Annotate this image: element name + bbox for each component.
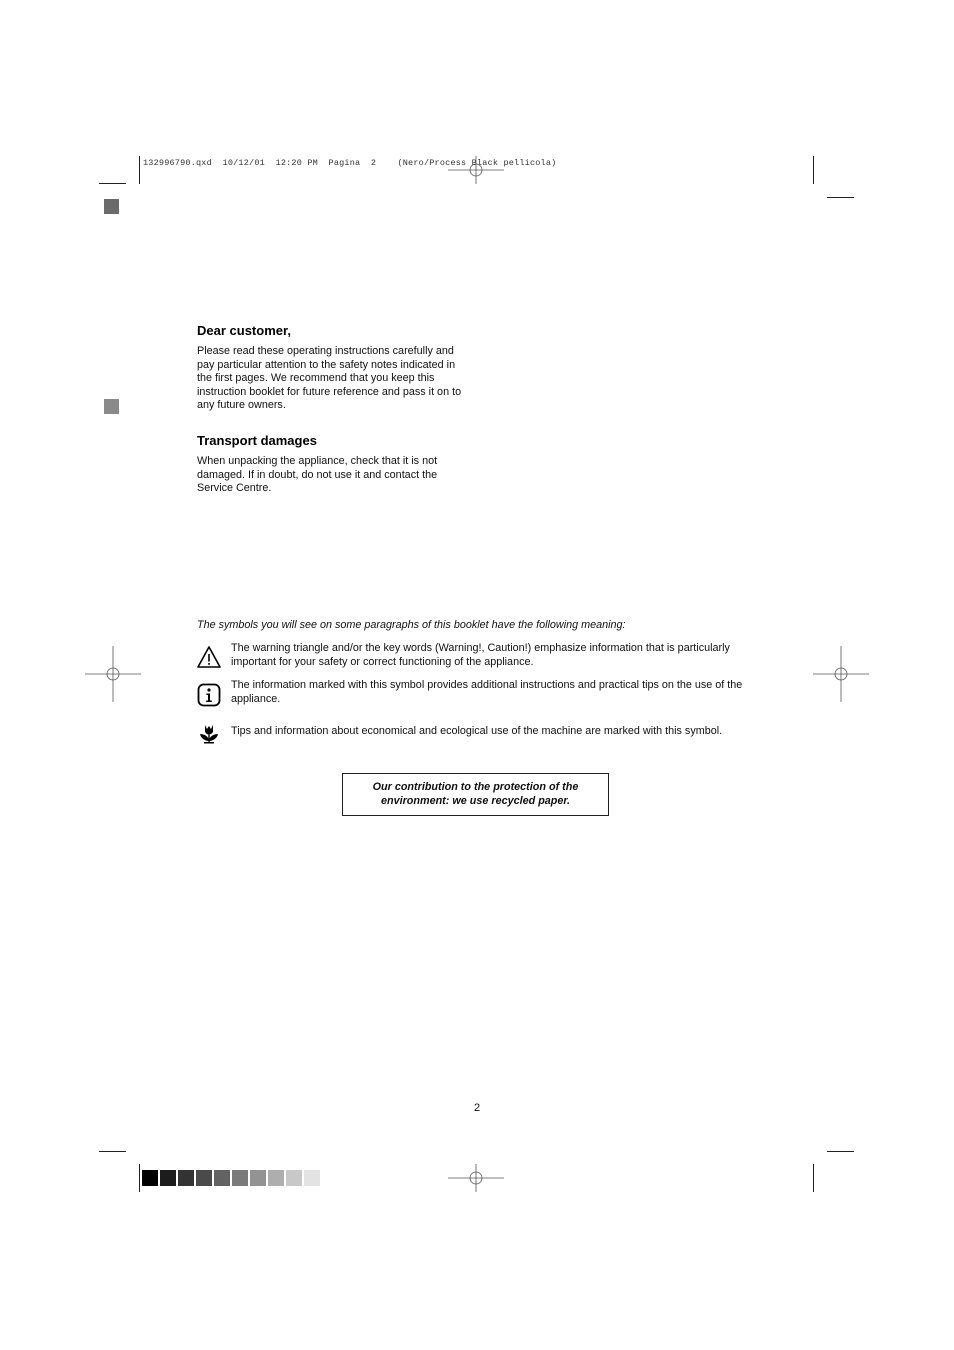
registration-mark-left — [85, 646, 141, 702]
info-description: The information marked with this symbol provides additional instructions and practical tips on the use of the appliance. — [231, 679, 743, 705]
color-swatch — [286, 1170, 302, 1186]
color-swatch — [178, 1170, 194, 1186]
color-swatch — [160, 1170, 176, 1186]
color-swatch — [268, 1170, 284, 1186]
color-swatch — [304, 1170, 320, 1186]
warning-description: The warning triangle and/or the key words (Warning!, Caution!) emphasize information that is particularly important for your safety or correct functioning of the appliance. — [231, 642, 730, 668]
color-swatch — [142, 1170, 158, 1186]
warning-triangle-icon — [197, 645, 221, 669]
registration-mark-bottom — [448, 1150, 504, 1206]
symbol-row-warning — [197, 642, 767, 672]
dear-customer-heading: Dear customer, — [197, 323, 291, 338]
transport-damages-text: When unpacking the appliance, check that it is not damaged. If in doubt, do not use it and contact the Service Centre. — [197, 455, 438, 495]
page-number: 2 — [473, 1102, 481, 1114]
eco-flower-icon — [197, 722, 221, 746]
symbol-row-eco — [197, 725, 767, 747]
color-swatch — [232, 1170, 248, 1186]
registration-mark-right — [813, 646, 869, 702]
registration-mark-top — [448, 142, 504, 198]
color-swatch — [196, 1170, 212, 1186]
info-icon — [197, 683, 221, 707]
symbols-intro: The symbols you will see on some paragraphs of this booklet have the following meaning: — [197, 619, 626, 631]
symbol-row-info — [197, 679, 767, 709]
gray-marker-top — [104, 199, 119, 214]
transport-damages-heading: Transport damages — [197, 433, 317, 448]
recycled-paper-text: Our contribution to the protection of the environment: we use recycled paper. — [372, 781, 579, 807]
recycled-paper-notice — [342, 773, 609, 816]
print-slug-line: 132996790.qxd 10/12/01 12:20 PM Pagina 2 (Nero/Process Black pellicola) — [143, 158, 557, 168]
dear-customer-text: Please read these operating instructions carefully and pay particular attention to the safety notes indicated in the first pages. We recommend that you keep this instruction booklet for future reference and pass it on to any future owners. — [197, 345, 462, 412]
eco-description: Tips and information about economical and ecological use of the machine are marked with this symbol. — [231, 725, 723, 737]
color-swatch — [214, 1170, 230, 1186]
color-swatch — [250, 1170, 266, 1186]
gray-marker-middle — [104, 399, 119, 414]
